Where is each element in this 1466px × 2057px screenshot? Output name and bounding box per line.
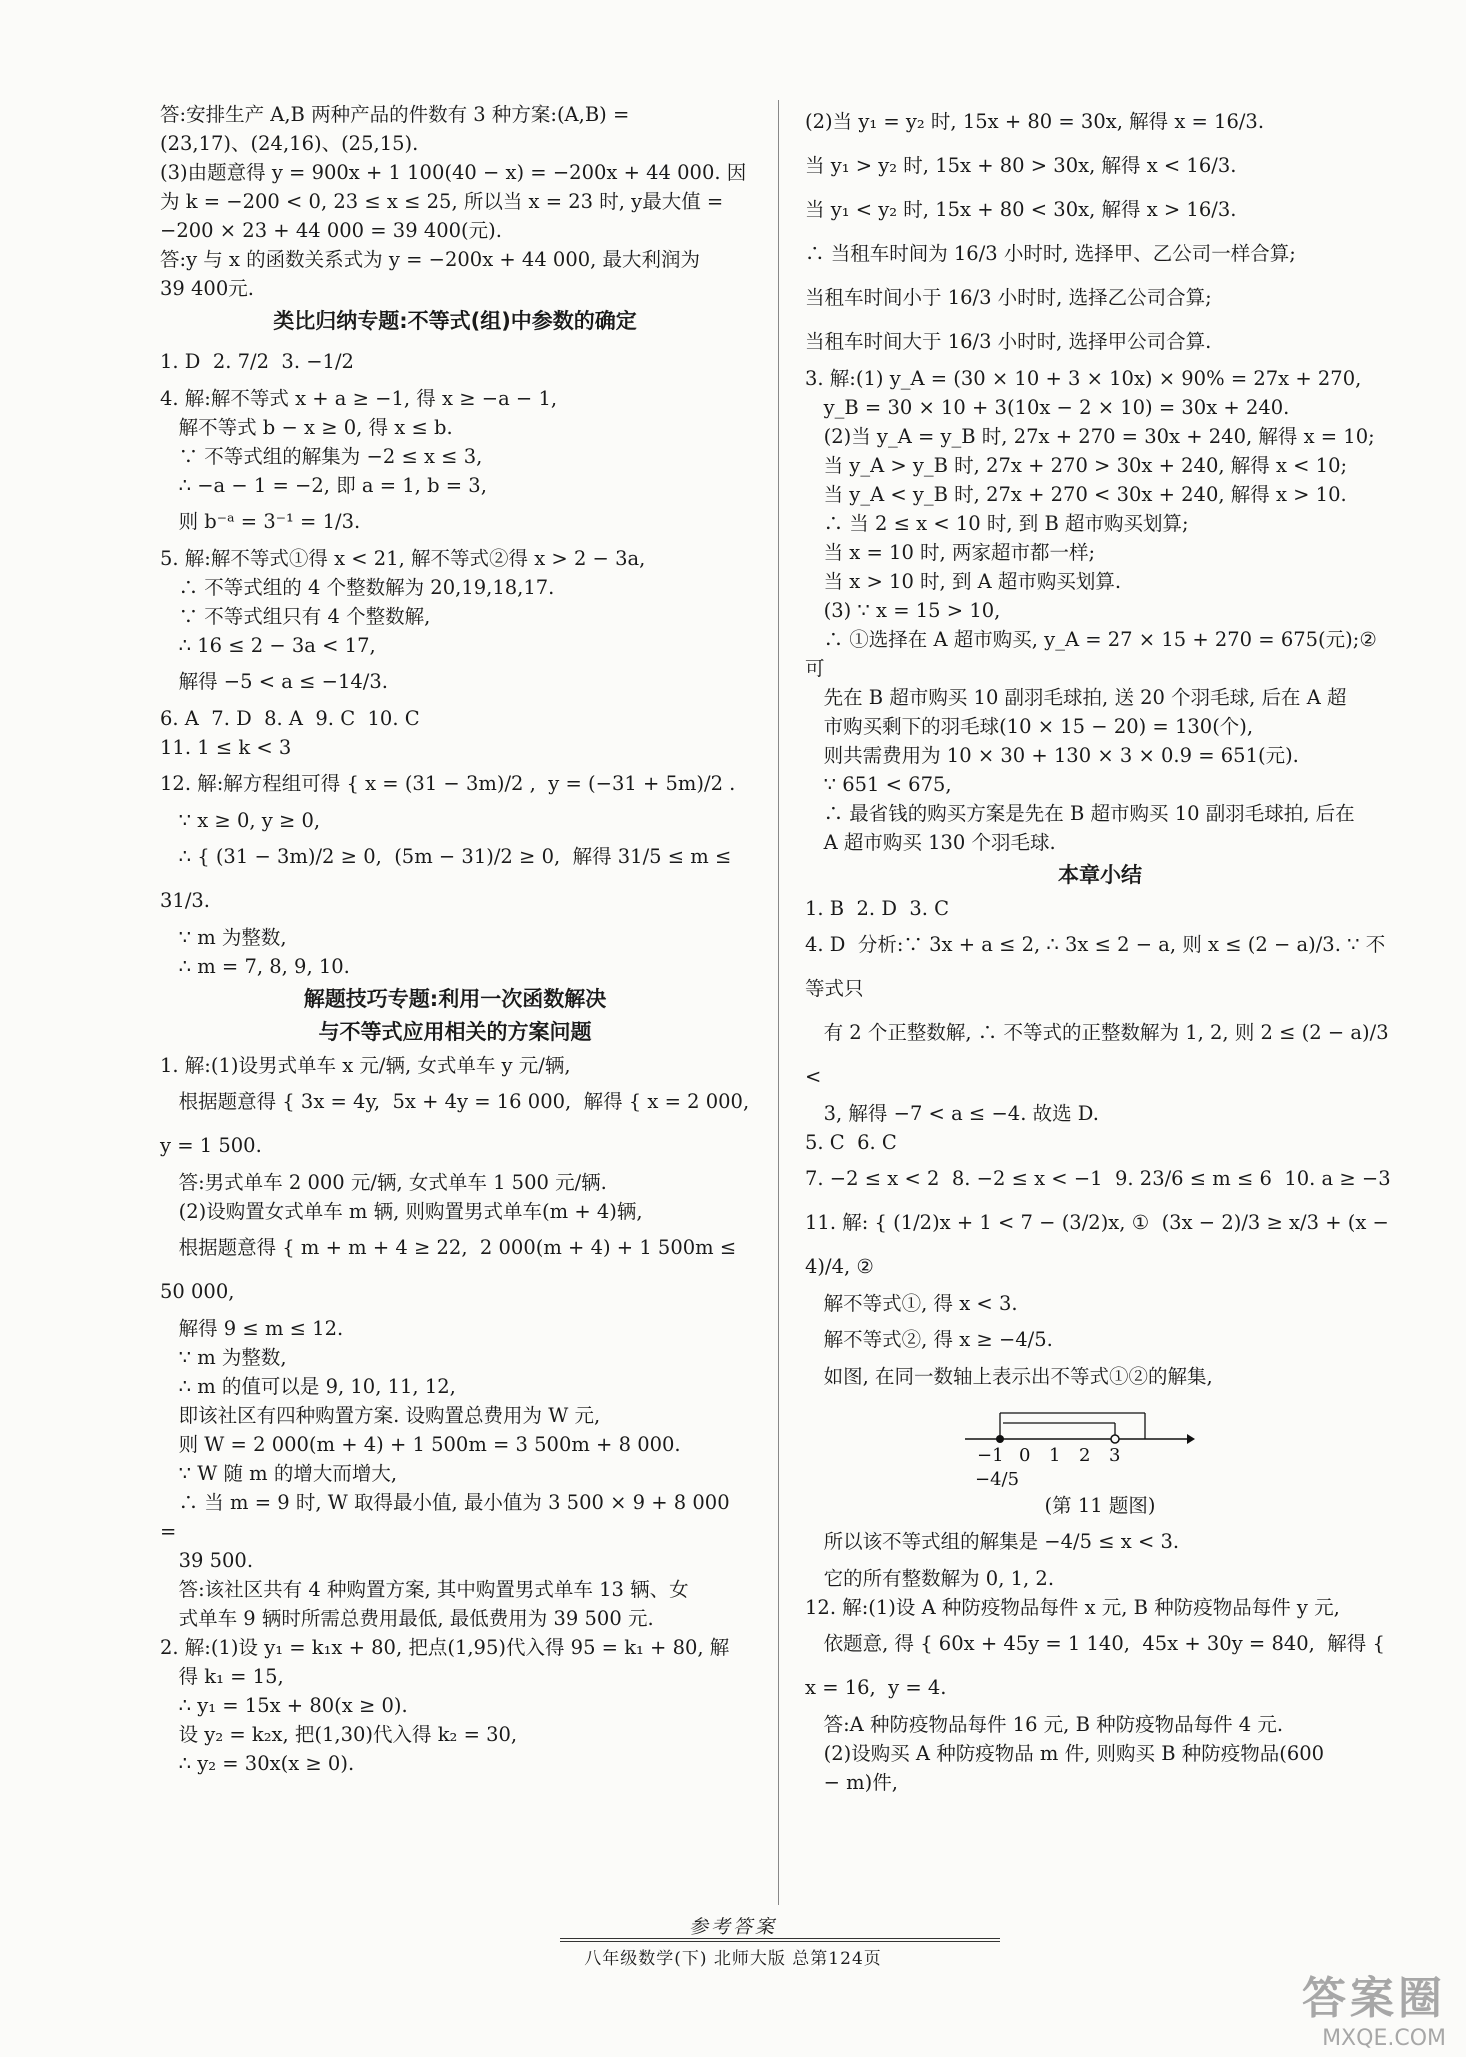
text-line: 为 k = −200 < 0, 23 ≤ x ≤ 25, 所以当 x = 23 时, y最大值 = — [160, 190, 724, 213]
text-line: 当 y_A < y_B 时, 27x + 270 < 30x + 240, 解得 x > 10. — [805, 483, 1347, 506]
text-line: ∴ 最省钱的购买方案是先在 B 超市购买 10 副羽毛球拍, 后在 — [805, 802, 1355, 825]
text-line: 解不等式 b − x ≥ 0, 得 x ≤ b. — [160, 416, 453, 439]
footer-title: 参考答案 — [688, 1916, 777, 1938]
text-line: 解得 −5 < a ≤ −14/3. — [160, 670, 388, 693]
text-line: y_B = 30 × 10 + 3(10x − 2 × 10) = 30x + 240. — [805, 396, 1290, 419]
text-line: 解不等式②, 得 x ≥ −4/5. — [805, 1328, 1053, 1351]
fraction-label: −4/5 — [975, 1469, 1020, 1490]
text-line: 5. C 6. C — [805, 1131, 897, 1154]
text-line: 1. D 2. 7/2 3. −1/2 — [160, 350, 354, 373]
text-line: ∵ m 为整数, — [160, 926, 287, 949]
text-line: 2. 解:(1)设 y₁ = k₁x + 80, 把点(1,95)代入得 95 = k₁ + 80, 解 — [160, 1636, 730, 1659]
text-line: ∵ W 随 m 的增大而增大, — [160, 1462, 398, 1485]
footer-subtitle: 八年级数学(下) 北师大版 总第124页 — [584, 1949, 882, 1969]
figure-caption: (第 11 题图) — [1044, 1494, 1156, 1517]
text-line: 如图, 在同一数轴上表示出不等式①②的解集, — [805, 1365, 1213, 1388]
number-line-figure — [955, 1399, 1195, 1491]
text-line: ∴ y₁ = 15x + 80(x ≥ 0). — [160, 1694, 408, 1717]
column-divider — [778, 100, 779, 1905]
text-line: − m)件, — [805, 1771, 898, 1794]
tick-label: 1 — [1049, 1445, 1061, 1466]
text-line: 所以该不等式组的解集是 −4/5 ≤ x < 3. — [805, 1530, 1180, 1553]
text-line: (2)当 y₁ = y₂ 时, 15x + 80 = 30x, 解得 x = 16/3. — [805, 110, 1265, 133]
text-line: 1. B 2. D 3. C — [805, 897, 950, 920]
text-line: (3) ∵ x = 15 > 10, — [805, 599, 1001, 622]
text-line: ∴ 当 2 ≤ x < 10 时, 到 B 超市购买划算; — [805, 512, 1189, 535]
text-line: 11. 解: { (1/2)x + 1 < 7 − (3/2)x, ① (3x − 2)/3 ≥ x/3 + (x − 4)/4, ② — [805, 1211, 1396, 1278]
text-line: ∴ −a − 1 = −2, 即 a = 1, b = 3, — [160, 474, 487, 497]
text-line: 答:y 与 x 的函数关系式为 y = −200x + 44 000, 最大利润为 — [160, 248, 701, 271]
text-line: ∴ y₂ = 30x(x ≥ 0). — [160, 1752, 355, 1775]
section-heading: 类比归纳专题:不等式(组)中参数的确定 — [273, 309, 637, 333]
text-line: (23,17)、(24,16)、(25,15). — [160, 132, 419, 155]
text-line: 当租车时间大于 16/3 小时时, 选择甲公司合算. — [805, 330, 1212, 353]
text-line: ∵ 不等式组只有 4 个整数解, — [160, 605, 431, 628]
text-line: 设 y₂ = k₂x, 把(1,30)代入得 k₂ = 30, — [160, 1723, 518, 1746]
text-line: (2)设购买 A 种防疫物品 m 件, 则购买 B 种防疫物品(600 — [805, 1742, 1325, 1765]
text-line: 市购买剩下的羽毛球(10 × 15 − 20) = 130(个), — [805, 715, 1254, 738]
text-line: 则共需费用为 10 × 30 + 130 × 3 × 0.9 = 651(元). — [805, 744, 1299, 767]
text-line: ∴ { (31 − 3m)/2 ≥ 0, (5m − 31)/2 ≥ 0, 解得 31/5 ≤ m ≤ 31/3. — [160, 845, 738, 912]
text-line: ∵ x ≥ 0, y ≥ 0, — [160, 809, 321, 832]
footer-rule — [560, 1938, 1000, 1942]
text-line: 根据题意得 { 3x = 4y, 5x + 4y = 16 000, 解得 { x = 2 000, y = 1 500. — [160, 1090, 762, 1157]
text-line: ∴ 16 ≤ 2 − 3a < 17, — [160, 634, 376, 657]
text-line: 当租车时间小于 16/3 小时时, 选择乙公司合算; — [805, 286, 1212, 309]
text-line: 当 y_A > y_B 时, 27x + 270 > 30x + 240, 解得 x < 10; — [805, 454, 1348, 477]
text-line: 它的所有整数解为 0, 1, 2. — [805, 1567, 1055, 1590]
text-line: 4. 解:解不等式 x + a ≥ −1, 得 x ≥ −a − 1, — [160, 387, 558, 410]
text-line: 答:安排生产 A,B 两种产品的件数有 3 种方案:(A,B) = — [160, 103, 630, 126]
text-line: 答:该社区共有 4 种购置方案, 其中购置男式单车 13 辆、女 — [160, 1578, 689, 1601]
text-line: A 超市购买 130 个羽毛球. — [805, 831, 1056, 854]
text-line: 根据题意得 { m + m + 4 ≥ 22, 2 000(m + 4) + 1 500m ≤ 50 000, — [160, 1236, 743, 1303]
text-line: 11. 1 ≤ k < 3 — [160, 736, 292, 759]
text-line: 当 y₁ > y₂ 时, 15x + 80 > 30x, 解得 x < 16/3. — [805, 154, 1237, 177]
text-line: 解得 9 ≤ m ≤ 12. — [160, 1317, 344, 1340]
text-line: 得 k₁ = 15, — [160, 1665, 284, 1688]
text-line: ∵ 651 < 675, — [805, 773, 952, 796]
text-line: ∵ m 为整数, — [160, 1346, 287, 1369]
text-line: (2)设购置女式单车 m 辆, 则购置男式单车(m + 4)辆, — [160, 1200, 643, 1223]
text-line: 5. 解:解不等式①得 x < 21, 解不等式②得 x > 2 − 3a, — [160, 547, 646, 570]
section-heading: 本章小结 — [1058, 863, 1142, 887]
text-line: ∴ m = 7, 8, 9, 10. — [160, 955, 350, 978]
text-line: 先在 B 超市购买 10 副羽毛球拍, 送 20 个羽毛球, 后在 A 超 — [805, 686, 1347, 709]
text-line: 4. D 分析:∵ 3x + a ≤ 2, ∴ 3x ≤ 2 − a, 则 x ≤ (2 − a)/3. ∵ 不等式只 — [805, 933, 1386, 1000]
text-line: (3)由题意得 y = 900x + 1 100(40 − x) = −200x + 44 000. 因 — [160, 161, 747, 184]
tick-label: 3 — [1109, 1445, 1121, 1466]
text-line: ∴ 当租车时间为 16/3 小时时, 选择甲、乙公司一样合算; — [805, 242, 1296, 265]
text-line: 6. A 7. D 8. A 9. C 10. C — [160, 707, 420, 730]
section-heading: 与不等式应用相关的方案问题 — [318, 1020, 592, 1044]
text-line: 39 500. — [160, 1549, 254, 1572]
text-line: 当 x = 10 时, 两家超市都一样; — [805, 541, 1096, 564]
text-line: 式单车 9 辆时所需总费用最低, 最低费用为 39 500 元. — [160, 1607, 654, 1630]
text-line: 39 400元. — [160, 277, 254, 300]
text-line: ∴ ①选择在 A 超市购买, y_A = 27 × 15 + 270 = 675(元);②可 — [805, 628, 1377, 680]
text-line: (2)当 y_A = y_B 时, 27x + 270 = 30x + 240, 解得 x = 10; — [805, 425, 1375, 448]
text-line: 12. 解:解方程组可得 { x = (31 − 3m)/2 , y = (−31 + 5m)/2 . — [160, 772, 736, 795]
text-line: ∴ 不等式组的 4 个整数解为 20,19,18,17. — [160, 576, 555, 599]
text-line: ∵ 不等式组的解集为 −2 ≤ x ≤ 3, — [160, 445, 483, 468]
section-heading: 解题技巧专题:利用一次函数解决 — [303, 987, 607, 1011]
text-line: 3, 解得 −7 < a ≤ −4. 故选 D. — [805, 1102, 1099, 1125]
text-line: −200 × 23 + 44 000 = 39 400(元). — [160, 219, 502, 242]
text-line: 依题意, 得 { 60x + 45y = 1 140, 45x + 30y = 840, 解得 { x = 16, y = 4. — [805, 1632, 1392, 1699]
text-line: 有 2 个正整数解, ∴ 不等式的正整数解为 1, 2, 则 2 ≤ (2 − a)/3 < — [805, 1021, 1395, 1088]
text-line: ∴ 当 m = 9 时, W 取得最小值, 最小值为 3 500 × 9 + 8 000 = — [160, 1491, 736, 1543]
closed-point — [996, 1435, 1004, 1443]
text-line: ∴ m 的值可以是 9, 10, 11, 12, — [160, 1375, 456, 1398]
text-line: 当 y₁ < y₂ 时, 15x + 80 < 30x, 解得 x > 16/3. — [805, 198, 1237, 221]
text-line: 则 b⁻ᵃ = 3⁻¹ = 1/3. — [160, 510, 361, 533]
tick-label: 0 — [1019, 1445, 1031, 1466]
tick-label: 2 — [1079, 1445, 1091, 1466]
text-line: 3. 解:(1) y_A = (30 × 10 + 3 × 10x) × 90% = 27x + 270, — [805, 367, 1362, 390]
text-line: 解不等式①, 得 x < 3. — [805, 1292, 1018, 1315]
open-point — [1111, 1435, 1119, 1443]
text-line: 当 x > 10 时, 到 A 超市购买划算. — [805, 570, 1122, 593]
text-line: 则 W = 2 000(m + 4) + 1 500m = 3 500m + 8 000. — [160, 1433, 681, 1456]
text-line: 答:A 种防疫物品每件 16 元, B 种防疫物品每件 4 元. — [805, 1713, 1284, 1736]
text-line: 1. 解:(1)设男式单车 x 元/辆, 女式单车 y 元/辆, — [160, 1054, 571, 1077]
left-column — [160, 100, 762, 1778]
text-line: 12. 解:(1)设 A 种防疫物品每件 x 元, B 种防疫物品每件 y 元, — [805, 1596, 1340, 1619]
text-line: 即该社区有四种购置方案. 设购置总费用为 W 元, — [160, 1404, 601, 1427]
tick-label: −1 — [977, 1445, 1004, 1466]
text-line: 答:男式单车 2 000 元/辆, 女式单车 1 500 元/辆. — [160, 1171, 607, 1194]
text-line: 7. −2 ≤ x < 2 8. −2 ≤ x < −1 9. 23/6 ≤ m ≤ 6 10. a ≥ −3 — [805, 1167, 1391, 1190]
right-column — [805, 100, 1395, 1797]
watermark-logo: 答案圈 MXQE.COM — [1302, 1973, 1446, 2051]
